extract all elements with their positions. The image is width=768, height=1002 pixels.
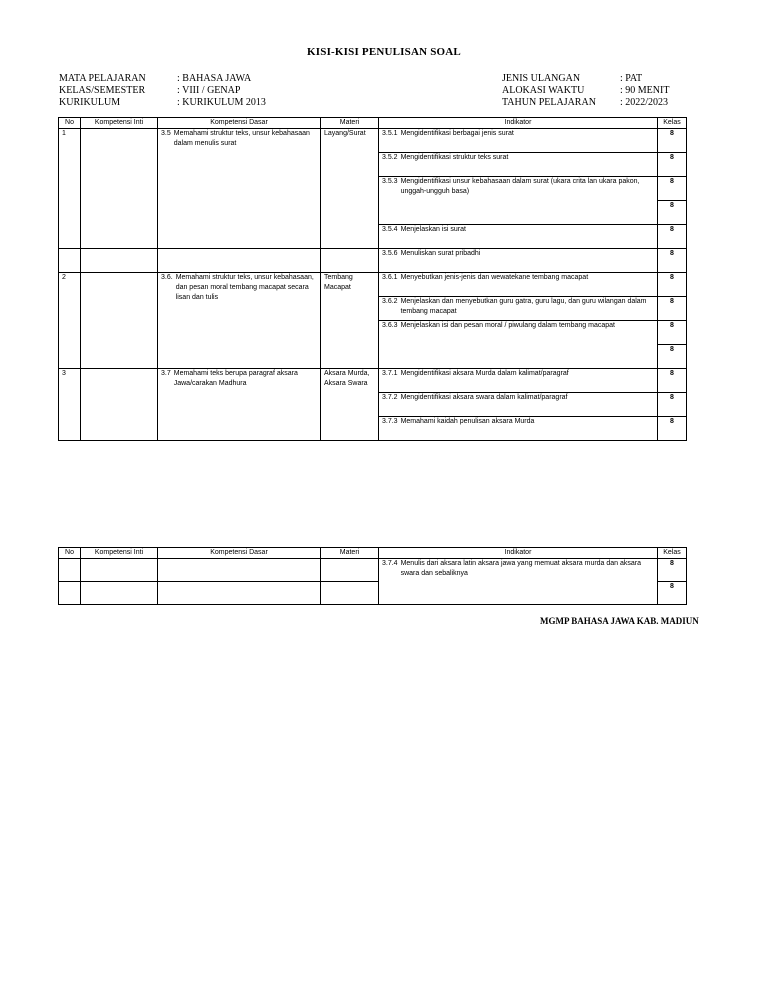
indicator-number: 3.7.4	[382, 560, 398, 567]
cell-kelas: 8	[658, 273, 687, 297]
cell-indikator	[379, 153, 658, 177]
cell-indikator	[379, 417, 658, 441]
cell-kelas: 8	[658, 345, 687, 369]
kd-number: 3.5	[161, 130, 171, 137]
meta-label: KURIKULUM	[59, 97, 121, 108]
cell-no: 2	[59, 273, 81, 369]
meta-row-tahun-pelajaran	[502, 97, 669, 109]
indicator-text: Mengidentifikasi aksara swara dalam kalimat/paragraf	[400, 394, 568, 401]
header-materi: Materi	[321, 118, 379, 129]
table-header-row	[59, 118, 687, 129]
kisi-kisi-table-continued	[58, 547, 687, 605]
table-row	[59, 369, 687, 393]
indicator-text: Menuliskan surat pribadhi	[400, 250, 481, 257]
kd-number: 3.7	[161, 370, 171, 377]
cell-materi: Aksara Murda, Aksara Swara	[321, 369, 379, 441]
cell-kompetensi-inti	[81, 582, 158, 605]
meta-value: : 90 MENIT	[620, 85, 670, 96]
cell-indikator	[379, 369, 658, 393]
cell-kompetensi-inti	[81, 129, 158, 249]
header-kompetensi-dasar: Kompetensi Dasar	[158, 118, 321, 129]
meta-row-jenis-ulangan	[502, 73, 669, 85]
indicator-number: 3.7.1	[382, 370, 398, 377]
header-indikator: Indikator	[379, 118, 658, 129]
indicator-text: Menyebutkan jenis-jenis dan wewatekane tembang macapat	[400, 274, 589, 281]
table-row	[59, 249, 687, 273]
cell-kompetensi-dasar	[158, 369, 321, 441]
indicator-text: Menjelaskan isi dan pesan moral / piwulang dalam tembang macapat	[400, 322, 615, 329]
indicator-text: Menjelaskan isi surat	[400, 226, 466, 233]
cell-kelas: 8	[658, 321, 687, 345]
cell-no	[59, 582, 81, 605]
cell-materi: Tembang Macapat	[321, 273, 379, 369]
cell-kelas: 8	[658, 201, 687, 225]
indicator-text: Menjelaskan dan menyebutkan guru gatra, guru lagu, dan guru wilangan dalam tembang macapat	[400, 298, 647, 315]
indicator-number: 3.6.2	[382, 298, 398, 305]
cell-kompetensi-dasar	[158, 129, 321, 249]
meta-value: : PAT	[620, 73, 643, 84]
cell-indikator	[379, 559, 658, 605]
table-row	[59, 559, 687, 582]
meta-left-block	[59, 73, 266, 109]
cell-kompetensi-inti	[81, 559, 158, 582]
header-kelas: Kelas	[658, 118, 687, 129]
header-indikator: Indikator	[379, 548, 658, 559]
kd-text: Memahami struktur teks, unsur kebahasaan, dan pesan moral tembang macapat secara lisan dan tulis	[175, 274, 314, 301]
header-no: No	[59, 548, 81, 559]
meta-label: KELAS/SEMESTER	[59, 85, 146, 96]
indicator-number: 3.6.1	[382, 274, 398, 281]
indicator-text: Mengidentifikasi aksara Murda dalam kalimat/paragraf	[400, 370, 569, 377]
indicator-number: 3.5.2	[382, 154, 398, 161]
cell-kelas: 8	[658, 297, 687, 321]
meta-right-block	[502, 73, 669, 109]
header-kelas: Kelas	[658, 548, 687, 559]
meta-row-kelas-semester	[59, 85, 266, 97]
cell-no	[59, 559, 81, 582]
header-materi: Materi	[321, 548, 379, 559]
indicator-number: 3.6.3	[382, 322, 398, 329]
header-no: No	[59, 118, 81, 129]
indicator-text: Menulis dari aksara latin aksara jawa yang memuat aksara murda dan aksara swara dan sebaliknya	[400, 560, 642, 577]
kd-text: Memahami struktur teks, unsur kebahasaan dalam menulis surat	[173, 130, 310, 147]
indicator-text: Mengidentifikasi berbagai jenis surat	[400, 130, 514, 137]
header-kompetensi-dasar: Kompetensi Dasar	[158, 548, 321, 559]
indicator-text: Mengidentifikasi struktur teks surat	[400, 154, 509, 161]
cell-indikator	[379, 297, 658, 321]
cell-kompetensi-dasar	[158, 559, 321, 582]
cell-kelas: 8	[658, 417, 687, 441]
header-kompetensi-inti: Kompetensi Inti	[81, 118, 158, 129]
cell-kompetensi-inti	[81, 273, 158, 369]
meta-label: MATA PELAJARAN	[59, 73, 146, 84]
meta-label: ALOKASI WAKTU	[502, 85, 585, 96]
indicator-number: 3.5.4	[382, 226, 398, 233]
meta-row-kurikulum	[59, 97, 266, 109]
indicator-number: 3.7.3	[382, 418, 398, 425]
cell-kelas: 8	[658, 582, 687, 605]
cell-indikator	[379, 321, 658, 369]
table-header-row	[59, 548, 687, 559]
indicator-number: 3.7.2	[382, 394, 398, 401]
meta-value: : VIII / GENAP	[177, 85, 241, 96]
meta-value: : KURIKULUM 2013	[177, 97, 266, 108]
cell-kelas: 8	[658, 129, 687, 153]
cell-materi	[321, 249, 379, 273]
indicator-number: 3.5.6	[382, 250, 398, 257]
cell-kompetensi-dasar	[158, 582, 321, 605]
cell-kelas: 8	[658, 369, 687, 393]
cell-indikator	[379, 273, 658, 297]
cell-indikator	[379, 129, 658, 153]
indicator-number: 3.5.3	[382, 178, 398, 185]
cell-kelas: 8	[658, 153, 687, 177]
meta-label: JENIS ULANGAN	[502, 73, 581, 84]
indicator-number: 3.5.1	[382, 130, 398, 137]
cell-materi: Layang/Surat	[321, 129, 379, 249]
cell-kelas: 8	[658, 559, 687, 582]
cell-indikator	[379, 393, 658, 417]
cell-kompetensi-inti	[81, 369, 158, 441]
meta-label: TAHUN PELAJARAN	[502, 97, 596, 108]
kisi-kisi-table	[58, 117, 687, 441]
kd-number: 3.6.	[161, 274, 173, 281]
meta-row-mata-pelajaran	[59, 73, 266, 85]
footer-signature: MGMP BAHASA JAWA KAB. MADIUN	[540, 616, 699, 626]
cell-kompetensi-inti	[81, 249, 158, 273]
meta-value: : BAHASA JAWA	[177, 73, 252, 84]
document-title: KISI-KISI PENULISAN SOAL	[307, 46, 461, 58]
cell-materi	[321, 582, 379, 605]
table-row	[59, 273, 687, 297]
cell-kompetensi-dasar	[158, 273, 321, 369]
header-kompetensi-inti: Kompetensi Inti	[81, 548, 158, 559]
cell-no	[59, 249, 81, 273]
meta-value: : 2022/2023	[620, 97, 669, 108]
kd-text: Memahami teks berupa paragraf aksara Jawa/carakan Madhura	[173, 370, 298, 387]
cell-kelas: 8	[658, 177, 687, 201]
indicator-text: Mengidentifikasi unsur kebahasaan dalam surat (ukara crita lan ukara pakon, unggah-ungguh basa)	[400, 178, 640, 195]
cell-kelas: 8	[658, 393, 687, 417]
cell-indikator	[379, 249, 658, 273]
meta-row-alokasi-waktu	[502, 85, 669, 97]
cell-kompetensi-dasar	[158, 249, 321, 273]
cell-kelas: 8	[658, 249, 687, 273]
cell-indikator	[379, 177, 658, 225]
indicator-text: Memahami kaidah penulisan aksara Murda	[400, 418, 535, 425]
table-row	[59, 129, 687, 153]
cell-kelas: 8	[658, 225, 687, 249]
cell-no: 3	[59, 369, 81, 441]
cell-materi	[321, 559, 379, 582]
cell-no: 1	[59, 129, 81, 249]
cell-indikator	[379, 225, 658, 249]
